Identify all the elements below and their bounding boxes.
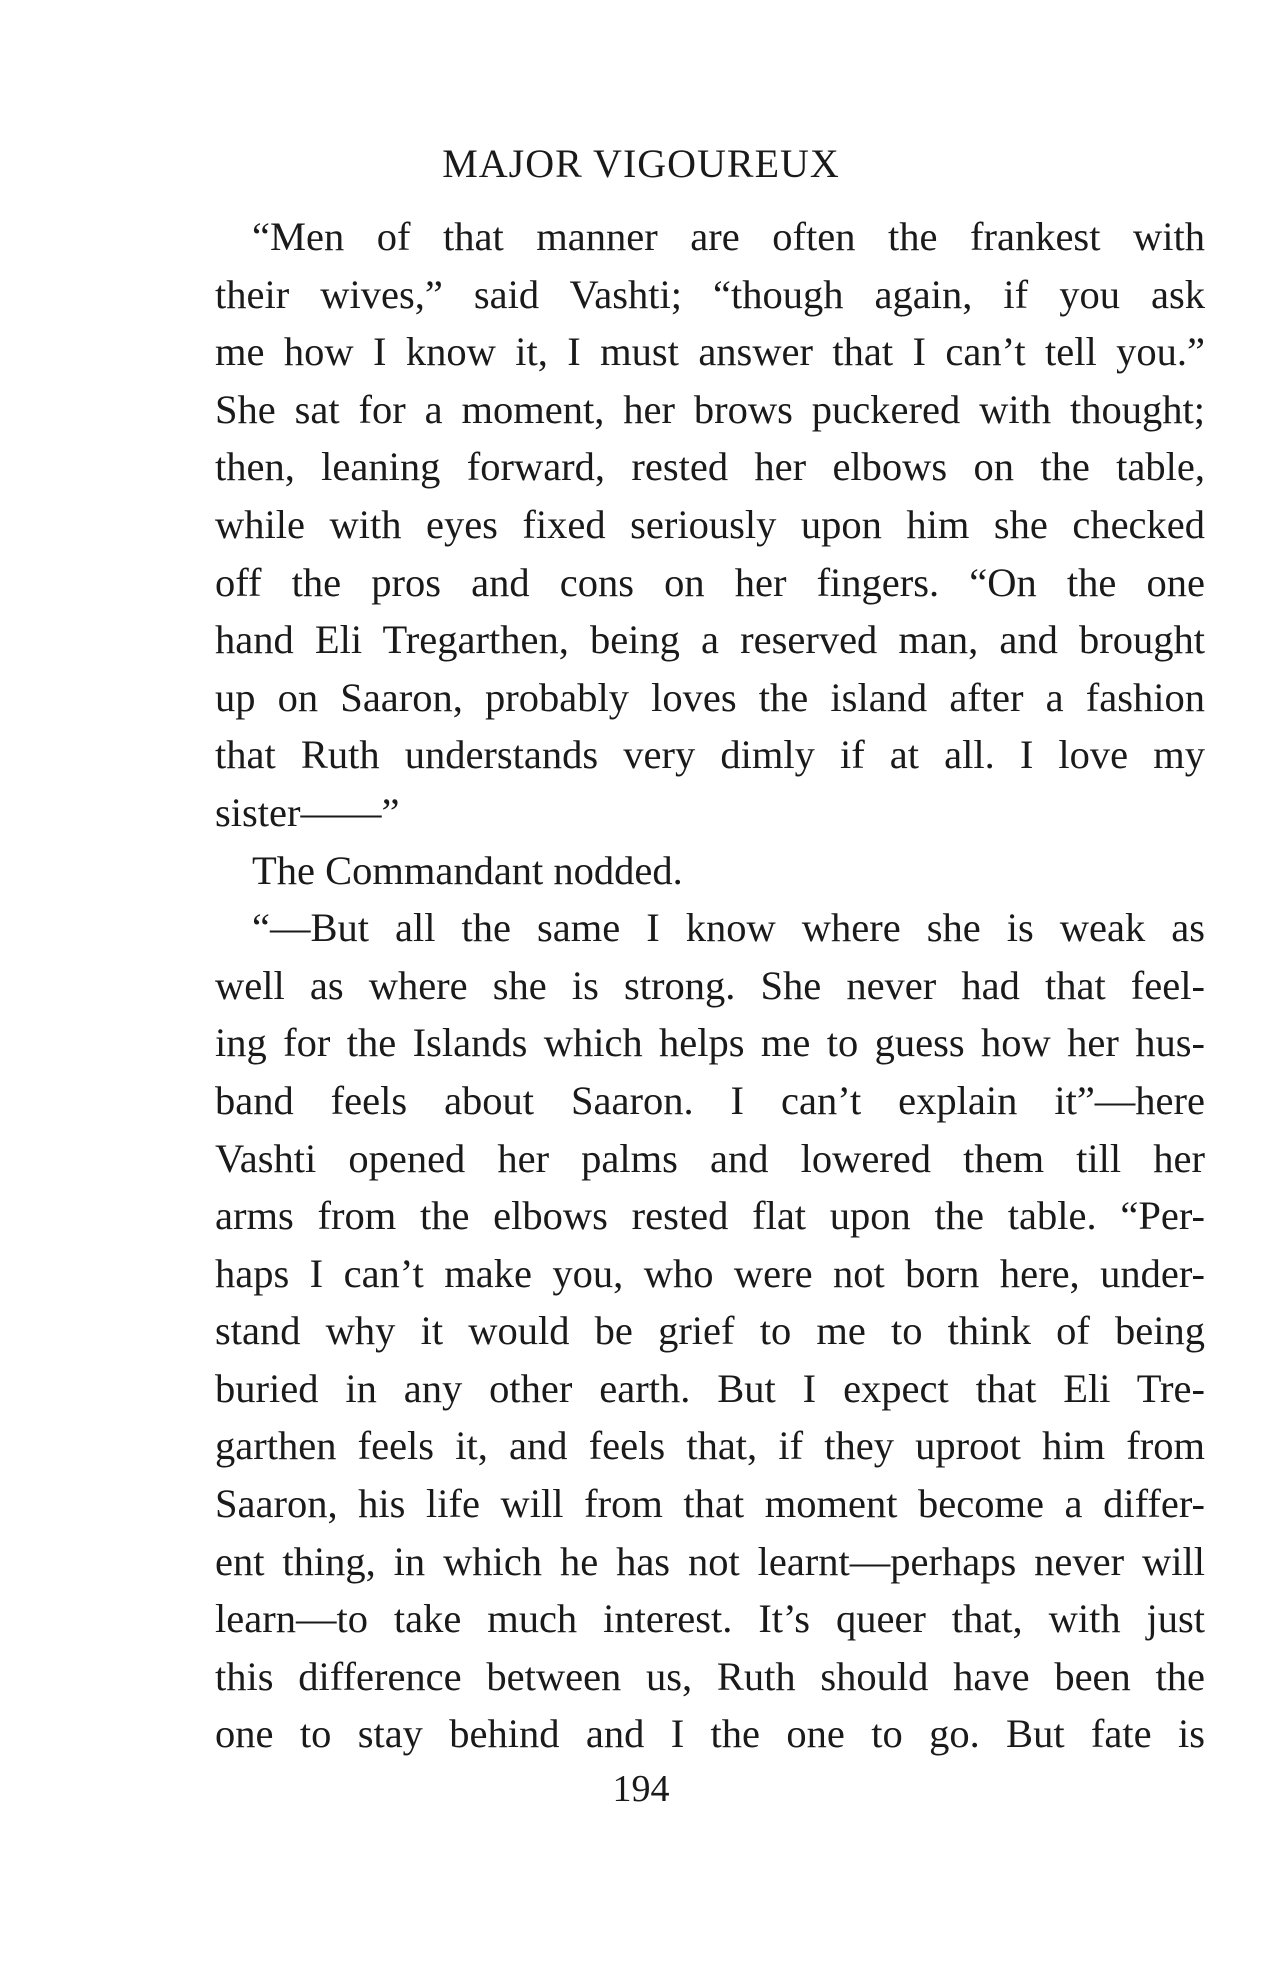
text-line: hand Eli Tregarthen, being a reserved man, and brought xyxy=(215,617,1205,663)
text-line: while with eyes fixed seriously upon him she checked xyxy=(215,501,1205,547)
text-line: off the pros and cons on her fingers. “On the one xyxy=(215,559,1205,605)
text-line: Vashti opened her palms and lowered them till her xyxy=(215,1135,1205,1181)
text-line: buried in any other earth. But I expect that Eli Tre- xyxy=(215,1365,1205,1411)
text-line: learn—to take much interest. It’s queer that, with just xyxy=(215,1596,1205,1642)
text-line: band feels about Saaron. I can’t explain it”—here xyxy=(215,1077,1205,1123)
text-line: that Ruth understands very dimly if at all. I love my xyxy=(215,732,1205,778)
text-line: ing for the Islands which helps me to guess how her hus- xyxy=(215,1020,1205,1066)
text-line: garthen feels it, and feels that, if they uproot him from xyxy=(215,1423,1205,1469)
text-line: She sat for a moment, her brows puckered with thought; xyxy=(215,386,1205,432)
text-line: up on Saaron, probably loves the island after a fashion xyxy=(215,674,1205,720)
text-line: arms from the elbows rested flat upon the table. “Per- xyxy=(215,1193,1205,1239)
text-line: Saaron, his life will from that moment become a differ- xyxy=(215,1481,1205,1527)
text-line: their wives,” said Vashti; “though again, if you ask xyxy=(215,271,1205,317)
text-line: then, leaning forward, rested her elbows on the table, xyxy=(215,444,1205,490)
text-line: ent thing, in which he has not learnt—perhaps never will xyxy=(215,1538,1205,1584)
text-line: one to stay behind and I the one to go. But fate is xyxy=(215,1711,1205,1757)
text-line: The Commandant nodded. xyxy=(252,847,683,893)
page-number: 194 xyxy=(612,1768,670,1810)
text-line: “—But all the same I know where she is weak as xyxy=(252,905,1205,951)
text-line: me how I know it, I must answer that I can’t tell you.” xyxy=(215,329,1205,375)
text-line: stand why it would be grief to me to think of being xyxy=(215,1308,1205,1354)
body-text xyxy=(215,208,1205,1763)
text-line: this difference between us, Ruth should have been the xyxy=(215,1653,1205,1699)
text-line: “Men of that manner are often the frankest with xyxy=(252,214,1205,259)
text-line: well as where she is strong. She never had that feel- xyxy=(215,962,1205,1008)
running-head: MAJOR VIGOUREUX xyxy=(442,141,840,186)
text-line: sister——” xyxy=(215,789,400,835)
text-line: haps I can’t make you, who were not born here, under- xyxy=(215,1250,1205,1296)
